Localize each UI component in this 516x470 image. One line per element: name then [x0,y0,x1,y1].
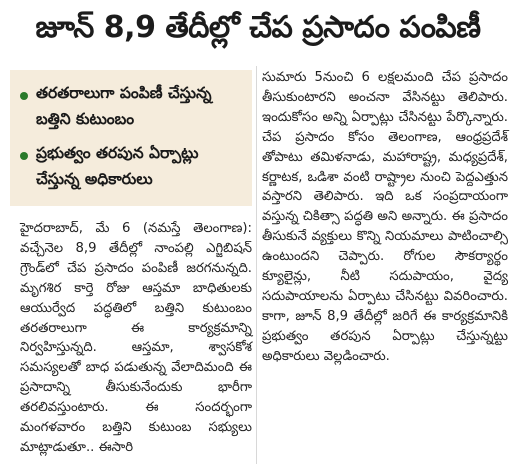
article-body-right-column: సుమారు 5నుంచి 6 లక్షలమంది చేప ప్రసాదం తీసుకుంటారని అంచనా వేసినట్టు తెలిపారు. ఇందుకోసం అన్ని ఏర్పాట్లు చేసినట్టు పేర్కొన్నారు. చేప ప్రసాదం కోసం తెలంగాణ, ఆంధ్రప్రదేశ్ తోపాటు తమిళనాడు, మహారాష్ట్ర, మధ్యప్రదేశ్, కర్ణాటక, ఒడిశా వంటి రాష్ట్రాల నుంచి పెద్దఎత్తున వస్తారని తెలిపారు. ఇది ఒక సంప్రదాయంగా వస్తున్న చికిత్సా పద్ధతి అని అన్నారు. ఈ ప్రసాదం తీసుకునే వ్యక్తులు కొన్ని నియమాలు పాటించాల్సి ఉంటుందని చెప్పారు. రోగుల సౌకర్యార్థం క్యూలైన్లు, నీటి సదుపాయం, వైద్య సదుపాయాలను ఏర్పాటు చేసినట్టు వివరించారు. కాగా, జూన్ 8,9 తేదీల్లో జరిగే ఈ కార్యక్రమానికి ప్రభుత్వం తరపున ఏర్పాట్లు చేస్తున్నట్టు అధికారులు వెల్లడించారు. [262,70,508,364]
column-divider [256,66,257,464]
highlight-item [20,140,244,192]
green-bullet-icon [20,92,28,100]
highlight-text: తరతరాలుగా పంపిణీ చేస్తున్న బత్తిని కుటుంబం [36,84,212,128]
highlights-box [10,70,252,206]
article-body-left-column: హైదరాబాద్, మే 6 (నమస్తే తెలంగాణ): వచ్చేనెల 8,9 తేదీల్లో నాంపల్లి ఎగ్జిబిషన్ గ్రౌండ్‌లో చేప ప్రసాదం పంపిణీ జరగనున్నది. మృగశిర కార్తె రోజు ఆస్తమా బాధితులకు ఆయుర్వేద పద్ధతిలో బత్తిని కుటుంబం తరతరాలుగా ఈ కార్యక్రమాన్ని నిర్వహిస్తున్నది. ఆస్తమా, శ్వాసకోశ సమస్యలతో బాధ పడుతున్న వేలాదిమంది ఈ ప్రసాదాన్ని తీసుకునేందుకు భారీగా తరలివస్తుంటారు. ఈ సందర్భంగా మంగళవారం బత్తిని కుటుంబ సభ్యులు మాట్లాడుతూ.. ఈసారి [20,221,252,455]
article-headline: జూన్ 8,9 తేదీల్లో చేప ప్రసాదం పంపిణీ [35,10,481,45]
green-bullet-icon [20,152,28,160]
highlight-text: ప్రభుత్వం తరపున ఏర్పాట్లు చేస్తున్న అధికారులు [36,144,199,188]
highlight-item [20,80,244,132]
